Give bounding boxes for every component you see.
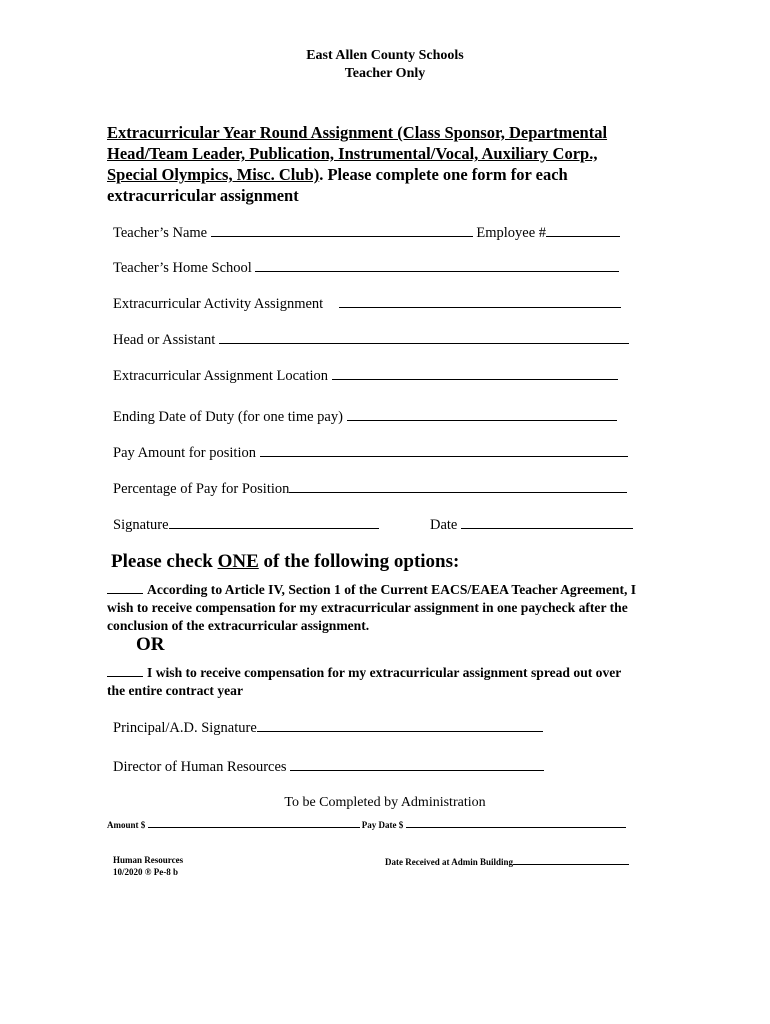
signature-label: Signature	[113, 517, 169, 533]
location-row	[113, 365, 618, 385]
options-heading-post: of the following options:	[258, 551, 460, 572]
activity-field[interactable]	[339, 293, 621, 308]
option-1-checkbox[interactable]	[107, 581, 143, 594]
form-code: 10/2020 ® Pe-8 b	[113, 867, 178, 877]
pay-amount-row	[113, 442, 628, 462]
teacher-name-field[interactable]	[211, 222, 473, 237]
option-2-text: I wish to receive compensation for my extracurricular assignment spread out over the entire contract year	[107, 665, 622, 698]
pay-amount-label: Pay Amount for position	[113, 445, 256, 461]
home-school-label: Teacher’s Home School	[113, 260, 252, 276]
signature-row	[113, 514, 379, 534]
form-title-assignment: Extracurricular Year Round Assignment (Class Sponsor, Departmental Head/Team Leader, Publication, Instrumental/Vocal, Auxiliary Corp., Special Olympics, Misc. Club)	[107, 123, 608, 184]
option-2-checkbox[interactable]	[107, 664, 143, 677]
signature-field[interactable]	[169, 514, 379, 529]
head-assistant-label: Head or Assistant	[113, 332, 216, 348]
head-assistant-field[interactable]	[219, 329, 629, 344]
date-received-label: Date Received at Admin Building	[385, 857, 514, 867]
form-title	[107, 122, 647, 206]
date-field[interactable]	[461, 514, 633, 529]
percentage-label: Percentage of Pay for Position	[113, 481, 290, 497]
location-label: Extracurricular Assignment Location	[113, 368, 329, 384]
header-school: East Allen County Schools	[306, 48, 464, 63]
options-heading-one: ONE	[217, 551, 259, 572]
head-assistant-row	[113, 329, 629, 349]
percentage-field[interactable]	[289, 478, 627, 493]
employee-no-field[interactable]	[546, 222, 620, 237]
amount-field[interactable]	[148, 818, 360, 828]
date-received-row	[385, 855, 629, 867]
pay-date-label: Pay Date $	[361, 820, 404, 830]
ending-date-label: Ending Date of Duty (for one time pay)	[113, 409, 343, 425]
options-heading	[111, 551, 459, 573]
ending-date-field[interactable]	[347, 406, 617, 421]
pay-amount-field[interactable]	[260, 442, 628, 457]
ending-date-row	[113, 406, 617, 426]
home-school-row	[113, 257, 619, 277]
header-audience: Teacher Only	[344, 66, 426, 81]
teacher-name-row	[113, 222, 620, 242]
director-signature-field[interactable]	[290, 756, 544, 771]
option-1-text: According to Article IV, Section 1 of the Current EACS/EAEA Teacher Agreement, I wish to receive compensation for my extracurricular assignment in one paycheck after the conclusion of the extracurricular assignment.	[107, 582, 637, 633]
or-divider: OR	[136, 634, 165, 655]
principal-row	[113, 717, 543, 737]
activity-row	[113, 293, 621, 313]
date-row	[430, 514, 633, 534]
admin-heading: To be Completed by Administration	[284, 795, 486, 810]
admin-amount-row	[107, 818, 626, 830]
option-2	[107, 664, 637, 700]
options-heading-pre: Please check	[111, 551, 218, 572]
employee-no-label: Employee #	[476, 225, 547, 241]
amount-label: Amount $	[107, 820, 146, 830]
hr-label: Human Resources	[113, 855, 184, 865]
activity-label: Extracurricular Activity Assignment	[113, 296, 324, 312]
director-row	[113, 756, 544, 776]
home-school-field[interactable]	[255, 257, 619, 272]
percentage-row	[113, 478, 627, 498]
date-received-field[interactable]	[513, 855, 629, 865]
pay-date-field[interactable]	[406, 818, 626, 828]
principal-signature-field[interactable]	[257, 717, 543, 732]
option-1	[107, 581, 637, 635]
location-field[interactable]	[332, 365, 618, 380]
principal-label: Principal/A.D. Signature	[113, 720, 257, 736]
teacher-name-label: Teacher’s Name	[113, 225, 208, 241]
director-label: Director of Human Resources	[113, 759, 287, 775]
date-label: Date	[430, 517, 458, 533]
form-title-instruction: . Please complete one form for each extracurricular assignment	[107, 165, 568, 205]
